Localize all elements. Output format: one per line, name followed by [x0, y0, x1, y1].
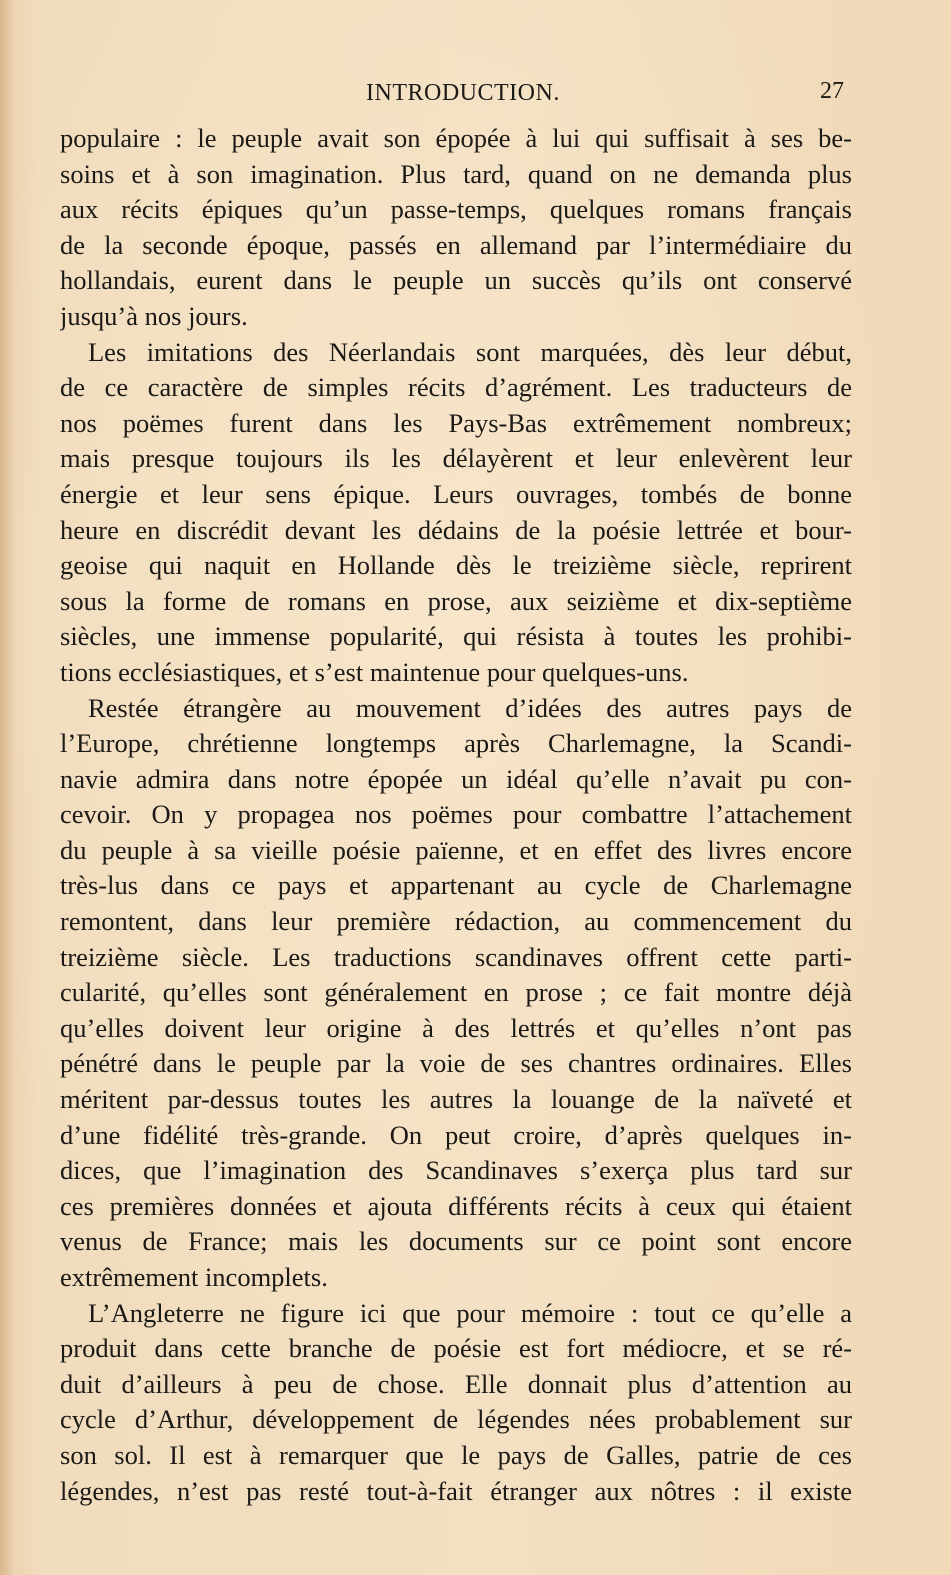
text-line: produit dans cette branche de poésie est fort médiocre, et se ré- [60, 1333, 852, 1364]
text-line: navie admira dans notre épopée un idéal qu’elle n’avait pu con- [60, 763, 852, 794]
text-line: pénétré dans le peuple par la voie de ses chantres ordinaires. Elles [60, 1048, 852, 1079]
text-line: duit d’ailleurs à peu de chose. Elle donnait plus d’attention au [60, 1368, 852, 1399]
text-line: méritent par-dessus toutes les autres la louange de la naïveté et [60, 1084, 852, 1115]
text-line: heure en discrédit devant les dédains de la poésie lettrée et bour- [60, 514, 852, 545]
text-line: du peuple à sa vieille poésie païenne, et en effet des livres encore [60, 834, 852, 865]
text-line: très-lus dans ce pays et appartenant au cycle de Charlemagne [60, 870, 852, 901]
body-text [60, 121, 852, 1509]
text-line: cevoir. On y propagea nos poëmes pour combattre l’attachement [60, 799, 852, 830]
page-gutter-shadow [0, 0, 14, 1575]
text-line: son sol. Il est à remarquer que le pays de Galles, patrie de ces [60, 1439, 852, 1470]
text-line: cularité, qu’elles sont généralement en prose ; ce fait montre déjà [60, 977, 852, 1008]
text-line: nos poëmes furent dans les Pays-Bas extrêmement nombreux; [60, 407, 852, 438]
text-line: treizième siècle. Les traductions scandinaves offrent cette parti- [60, 941, 852, 972]
text-line: jusqu’à nos jours. [60, 300, 248, 331]
text-line: l’Europe, chrétienne longtemps après Charlemagne, la Scandi- [60, 728, 852, 759]
text-line: tions ecclésiastiques, et s’est maintenue pour quelques-uns. [60, 656, 689, 687]
text-line: cycle d’Arthur, développement de légendes nées probablement sur [60, 1404, 852, 1435]
text-line: aux récits épiques qu’un passe-temps, quelques romans français [60, 194, 852, 225]
text-line: qu’elles doivent leur origine à des lettrés et qu’elles n’ont pas [60, 1012, 852, 1043]
paragraph-start-line: Les imitations des Néerlandais sont marquées, dès leur début, [88, 336, 852, 367]
text-line: énergie et leur sens épique. Leurs ouvrages, tombés de bonne [60, 478, 852, 509]
running-title: INTRODUCTION. [366, 80, 560, 106]
text-line: de ce caractère de simples récits d’agrément. Les traducteurs de [60, 372, 852, 403]
text-line: venus de France; mais les documents sur ce point sont encore [60, 1226, 852, 1257]
text-line: populaire : le peuple avait son épopée à lui qui suffisait à ses be- [60, 123, 852, 153]
text-line: siècles, une immense popularité, qui résista à toutes les prohibi- [60, 621, 852, 652]
text-line: remontent, dans leur première rédaction, au commencement du [60, 906, 852, 937]
text-line: dices, que l’imagination des Scandinaves s’exerça plus tard sur [60, 1155, 852, 1186]
text-line: sous la forme de romans en prose, aux seizième et dix-septième [60, 585, 852, 616]
text-line: d’une fidélité très-grande. On peut croire, d’après quelques in- [60, 1119, 852, 1150]
page-number: 27 [820, 78, 844, 104]
text-line: geoise qui naquit en Hollande dès le treizième siècle, reprirent [60, 550, 852, 581]
paragraph-start-line: L’Angleterre ne figure ici que pour mémoire : tout ce qu’elle a [88, 1297, 852, 1328]
text-line: ces premières données et ajouta différents récits à ceux qui étaient [60, 1190, 852, 1221]
paragraph-start-line: Restée étrangère au mouvement d’idées des autres pays de [88, 692, 852, 723]
text-line: hollandais, eurent dans le peuple un succès qu’ils ont conservé [60, 265, 852, 296]
text-line: de la seconde époque, passés en allemand par l’intermédiaire du [60, 229, 852, 260]
text-line: mais presque toujours ils les délayèrent et leur enlevèrent leur [60, 443, 852, 474]
text-line: extrêmement incomplets. [60, 1262, 328, 1292]
text-line: légendes, n’est pas resté tout-à-fait étranger aux nôtres : il existe [60, 1475, 852, 1506]
text-line: soins et à son imagination. Plus tard, quand on ne demanda plus [60, 158, 852, 189]
page-header [0, 72, 951, 108]
